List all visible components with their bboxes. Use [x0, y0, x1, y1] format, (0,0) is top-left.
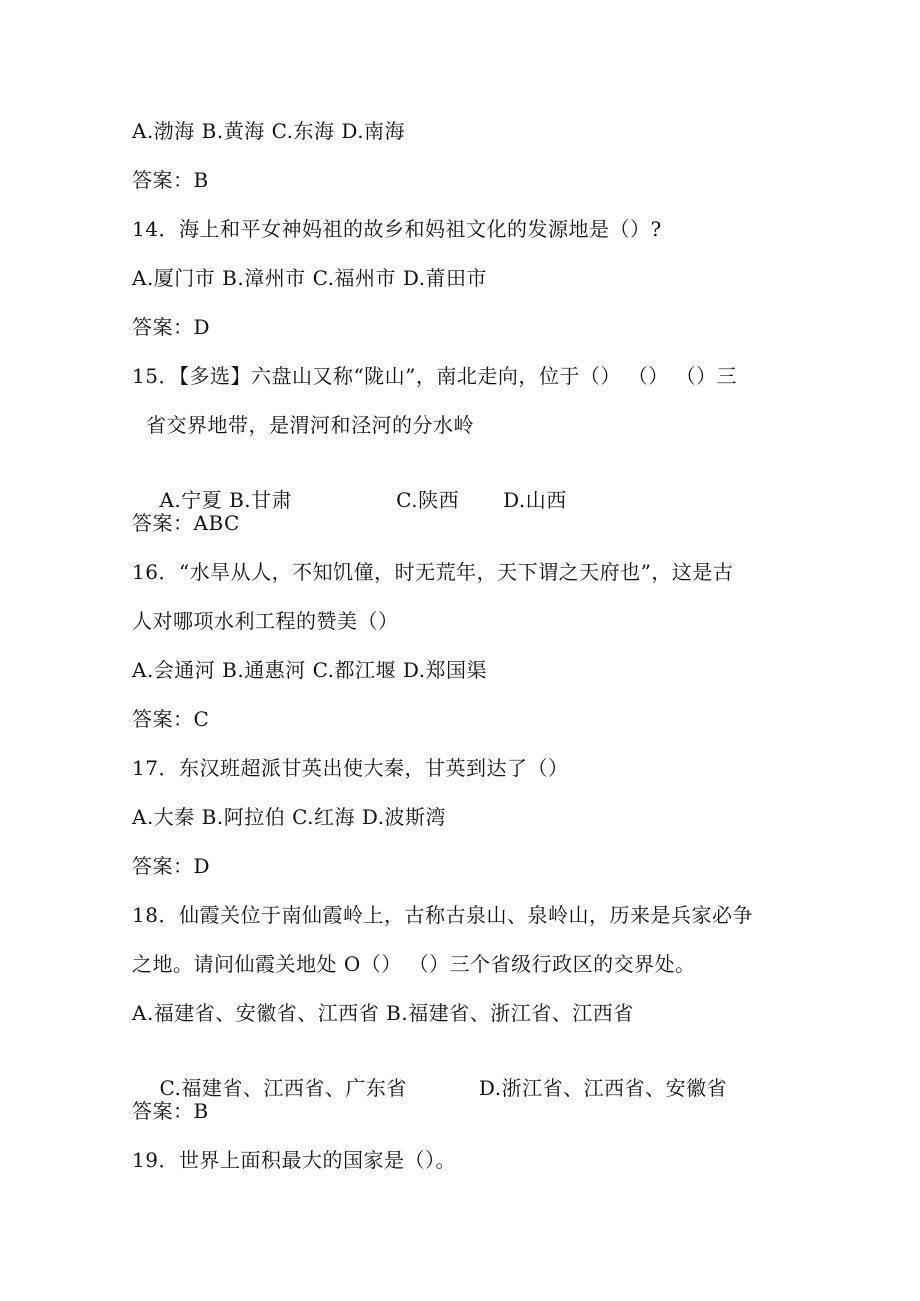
q18-option-d: D.浙江省、江西省、安徽省: [478, 1076, 728, 1100]
q18-option-c: C.福建省、江西省、广东省: [159, 1076, 407, 1100]
q17-answer: 答案：D: [132, 854, 211, 878]
q17-options: A.大秦 B.阿拉伯 C.红海 D.波斯湾: [132, 805, 447, 829]
q14-question: 14．海上和平女神妈祖的故乡和妈祖文化的发源地是（）?: [132, 217, 662, 241]
q18-answer: 答案：B: [132, 1099, 209, 1123]
q13-answer: 答案：B: [132, 168, 209, 192]
q16-answer: 答案：C: [132, 707, 210, 731]
q18-options-cd: [132, 1049, 727, 1127]
q17-question: 17．东汉班超派甘英出使大秦，甘英到达了（）: [132, 756, 569, 780]
q15-question-cont: 省交界地带，是渭河和泾河的分水岭: [146, 413, 474, 437]
q14-answer: 答案：D: [132, 315, 211, 339]
q16-options: A.会通河 B.通惠河 C.都江堰 D.郑国渠: [132, 658, 488, 682]
q18-options-ab: A.福建省、安徽省、江西省 B.福建省、浙江省、江西省: [132, 1001, 634, 1025]
q15-question: 15．【多选】六盘山又称“陇山”，南北走向，位于（） （） （）三: [132, 364, 738, 388]
q18-question-cont: 之地。请问仙霞关地处 O（） （）三个省级行政区的交界处。: [132, 952, 696, 976]
q16-question: 16．“水旱从人，不知饥僮，时无荒年，天下谓之天府也”，这是古: [132, 560, 734, 584]
q16-question-cont: 人对哪项水利工程的赞美（）: [132, 609, 399, 633]
q15-option-c: C.陕西: [396, 488, 460, 512]
q15-answer: 答案：ABC: [132, 511, 240, 535]
q14-options: A.厦门市 B.漳州市 C.福州市 D.莆田市: [132, 266, 488, 290]
q19-question: 19．世界上面积最大的国家是（）。: [132, 1148, 456, 1172]
q13-options: A.渤海 B.黄海 C.东海 D.南海: [132, 119, 406, 143]
q18-question: 18．仙霞关位于南仙霞岭上，古称古泉山、泉岭山，历来是兵家必争: [132, 903, 753, 927]
q15-option-d: D.山西: [503, 488, 567, 512]
q15-option-ab: A.宁夏 B.甘肃: [159, 488, 293, 512]
